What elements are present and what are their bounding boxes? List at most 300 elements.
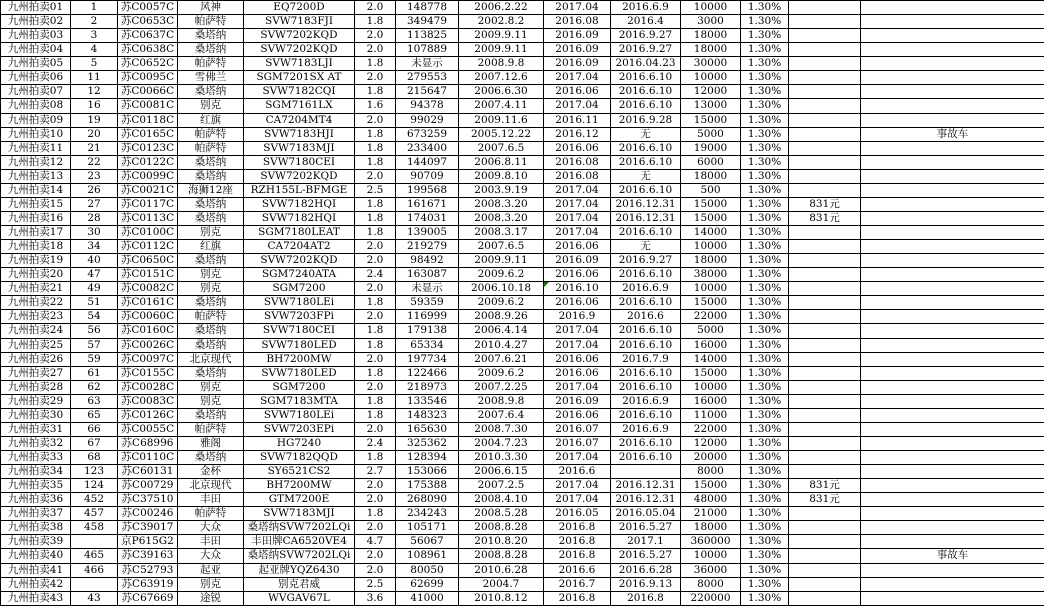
cell-registration-date[interactable]: 2010.3.30 bbox=[459, 451, 544, 465]
cell-note[interactable] bbox=[861, 535, 1044, 549]
cell-insurance-date[interactable]: 2016.6 bbox=[611, 310, 681, 324]
cell-brand[interactable]: 桑塔纳 bbox=[178, 169, 244, 183]
cell-insurance-date[interactable]: 2017.1 bbox=[611, 535, 681, 549]
cell-model[interactable]: EQ7200D bbox=[244, 1, 355, 15]
cell-insurance-date[interactable]: 2016.7.9 bbox=[611, 352, 681, 366]
cell-note[interactable]: 事故车 bbox=[861, 549, 1044, 563]
cell-fee[interactable] bbox=[789, 183, 861, 197]
cell-note[interactable] bbox=[861, 352, 1044, 366]
cell-registration-date[interactable]: 2002.8.2 bbox=[459, 15, 544, 29]
cell-rate[interactable]: 1.30% bbox=[741, 113, 789, 127]
cell-fee[interactable] bbox=[789, 99, 861, 113]
cell-plate-no[interactable]: 苏C0021C bbox=[118, 183, 178, 197]
cell-lot-no[interactable]: 4 bbox=[71, 43, 118, 57]
cell-mileage[interactable]: 65334 bbox=[396, 338, 459, 352]
cell-auction-label[interactable]: 九州拍卖02 bbox=[1, 15, 71, 29]
cell-plate-no[interactable]: 苏C0638C bbox=[118, 43, 178, 57]
cell-model[interactable]: SVW7180CEI bbox=[244, 155, 355, 169]
cell-fee[interactable] bbox=[789, 254, 861, 268]
cell-insurance-date[interactable]: 2016.9.13 bbox=[611, 577, 681, 591]
cell-lot-no[interactable]: 1 bbox=[71, 1, 118, 15]
cell-insurance-date[interactable]: 2016.6.10 bbox=[611, 408, 681, 422]
cell-brand[interactable]: 桑塔纳 bbox=[178, 296, 244, 310]
cell-auction-label[interactable]: 九州拍卖23 bbox=[1, 310, 71, 324]
cell-mileage[interactable]: 未显示 bbox=[396, 57, 459, 71]
cell-plate-no[interactable]: 苏C0652C bbox=[118, 57, 178, 71]
cell-rate[interactable]: 1.30% bbox=[741, 507, 789, 521]
cell-price[interactable]: 15000 bbox=[681, 296, 741, 310]
cell-model[interactable]: SVW7183LJI bbox=[244, 57, 355, 71]
cell-price[interactable]: 6000 bbox=[681, 155, 741, 169]
cell-engine-displacement[interactable]: 2.0 bbox=[355, 310, 396, 324]
cell-fee[interactable] bbox=[789, 436, 861, 450]
cell-plate-no[interactable]: 苏C0637C bbox=[118, 29, 178, 43]
cell-inspection-date[interactable]: 2017.04 bbox=[544, 479, 611, 493]
cell-brand[interactable]: 别克 bbox=[178, 577, 244, 591]
cell-mileage[interactable]: 268090 bbox=[396, 493, 459, 507]
cell-registration-date[interactable]: 2010.6.28 bbox=[459, 563, 544, 577]
cell-registration-date[interactable]: 2009.9.11 bbox=[459, 254, 544, 268]
cell-engine-displacement[interactable]: 2.4 bbox=[355, 268, 396, 282]
cell-inspection-date[interactable]: 2016.06 bbox=[544, 268, 611, 282]
cell-model[interactable]: SVW7202KQD bbox=[244, 254, 355, 268]
cell-plate-no[interactable]: 苏C0097C bbox=[118, 352, 178, 366]
cell-rate[interactable]: 1.30% bbox=[741, 436, 789, 450]
cell-auction-label[interactable]: 九州拍卖11 bbox=[1, 141, 71, 155]
cell-rate[interactable]: 1.30% bbox=[741, 29, 789, 43]
cell-model[interactable]: SVW7182CQI bbox=[244, 85, 355, 99]
cell-engine-displacement[interactable]: 3.6 bbox=[355, 591, 396, 605]
cell-insurance-date[interactable]: 2016.5.27 bbox=[611, 521, 681, 535]
cell-lot-no[interactable]: 26 bbox=[71, 183, 118, 197]
cell-auction-label[interactable]: 九州拍卖14 bbox=[1, 183, 71, 197]
cell-inspection-date[interactable]: 2017.04 bbox=[544, 380, 611, 394]
cell-fee[interactable] bbox=[789, 240, 861, 254]
cell-price[interactable]: 8000 bbox=[681, 465, 741, 479]
cell-inspection-date[interactable]: 2016.8 bbox=[544, 521, 611, 535]
cell-inspection-date[interactable]: 2016.7 bbox=[544, 577, 611, 591]
cell-price[interactable]: 5000 bbox=[681, 324, 741, 338]
cell-mileage[interactable]: 148323 bbox=[396, 408, 459, 422]
cell-engine-displacement[interactable]: 2.0 bbox=[355, 493, 396, 507]
cell-brand[interactable]: 丰田 bbox=[178, 535, 244, 549]
cell-registration-date[interactable]: 2006.6.15 bbox=[459, 465, 544, 479]
cell-rate[interactable]: 1.30% bbox=[741, 422, 789, 436]
cell-registration-date[interactable]: 2007.2.25 bbox=[459, 380, 544, 394]
cell-note[interactable] bbox=[861, 226, 1044, 240]
cell-engine-displacement[interactable]: 2.0 bbox=[355, 113, 396, 127]
cell-note[interactable] bbox=[861, 268, 1044, 282]
cell-inspection-date[interactable]: 2016.12 bbox=[544, 127, 611, 141]
cell-brand[interactable]: 海狮12座 bbox=[178, 183, 244, 197]
cell-price[interactable]: 12000 bbox=[681, 436, 741, 450]
cell-note[interactable] bbox=[861, 591, 1044, 605]
cell-auction-label[interactable]: 九州拍卖17 bbox=[1, 226, 71, 240]
cell-mileage[interactable]: 148778 bbox=[396, 1, 459, 15]
cell-inspection-date[interactable]: 2017.04 bbox=[544, 226, 611, 240]
cell-note[interactable] bbox=[861, 577, 1044, 591]
cell-plate-no[interactable]: 苏C68996 bbox=[118, 436, 178, 450]
cell-lot-no[interactable]: 63 bbox=[71, 394, 118, 408]
cell-lot-no[interactable]: 59 bbox=[71, 352, 118, 366]
cell-rate[interactable]: 1.30% bbox=[741, 338, 789, 352]
cell-price[interactable]: 10000 bbox=[681, 71, 741, 85]
cell-lot-no[interactable]: 66 bbox=[71, 422, 118, 436]
cell-auction-label[interactable]: 九州拍卖04 bbox=[1, 43, 71, 57]
cell-auction-label[interactable]: 九州拍卖10 bbox=[1, 127, 71, 141]
cell-registration-date[interactable]: 2008.3.20 bbox=[459, 211, 544, 225]
cell-fee[interactable] bbox=[789, 366, 861, 380]
cell-plate-no[interactable]: 京P615G2 bbox=[118, 535, 178, 549]
cell-auction-label[interactable]: 九州拍卖06 bbox=[1, 71, 71, 85]
cell-engine-displacement[interactable]: 2.0 bbox=[355, 521, 396, 535]
cell-auction-label[interactable]: 九州拍卖15 bbox=[1, 197, 71, 211]
cell-engine-displacement[interactable]: 1.8 bbox=[355, 127, 396, 141]
cell-model[interactable]: SGM7200 bbox=[244, 380, 355, 394]
cell-brand[interactable]: 桑塔纳 bbox=[178, 43, 244, 57]
cell-note[interactable] bbox=[861, 338, 1044, 352]
cell-engine-displacement[interactable]: 1.8 bbox=[355, 197, 396, 211]
cell-note[interactable] bbox=[861, 422, 1044, 436]
cell-inspection-date[interactable]: 2016.9 bbox=[544, 310, 611, 324]
cell-inspection-date[interactable]: 2017.04 bbox=[544, 183, 611, 197]
cell-lot-no[interactable]: 466 bbox=[71, 563, 118, 577]
cell-fee[interactable] bbox=[789, 310, 861, 324]
cell-insurance-date[interactable]: 无 bbox=[611, 169, 681, 183]
cell-brand[interactable]: 别克 bbox=[178, 380, 244, 394]
cell-note[interactable] bbox=[861, 57, 1044, 71]
cell-plate-no[interactable]: 苏C0160C bbox=[118, 324, 178, 338]
cell-plate-no[interactable]: 苏C67669 bbox=[118, 591, 178, 605]
cell-note[interactable] bbox=[861, 155, 1044, 169]
cell-brand[interactable]: 北京现代 bbox=[178, 352, 244, 366]
cell-price[interactable]: 10000 bbox=[681, 282, 741, 296]
cell-registration-date[interactable]: 2007.4.11 bbox=[459, 99, 544, 113]
cell-registration-date[interactable]: 2008.8.28 bbox=[459, 521, 544, 535]
cell-inspection-date[interactable]: 2016.09 bbox=[544, 254, 611, 268]
cell-price[interactable]: 13000 bbox=[681, 99, 741, 113]
cell-mileage[interactable]: 98492 bbox=[396, 254, 459, 268]
cell-registration-date[interactable]: 2006.10.18 bbox=[459, 282, 544, 296]
cell-plate-no[interactable]: 苏C0653C bbox=[118, 15, 178, 29]
cell-auction-label[interactable]: 九州拍卖22 bbox=[1, 296, 71, 310]
cell-note[interactable] bbox=[861, 183, 1044, 197]
cell-engine-displacement[interactable]: 1.8 bbox=[355, 324, 396, 338]
cell-registration-date[interactable]: 2009.9.11 bbox=[459, 43, 544, 57]
cell-mileage[interactable]: 165630 bbox=[396, 422, 459, 436]
cell-model[interactable]: SVW7203EPi bbox=[244, 422, 355, 436]
cell-lot-no[interactable]: 43 bbox=[71, 591, 118, 605]
cell-inspection-date[interactable]: 2016.05 bbox=[544, 507, 611, 521]
cell-model[interactable]: SVW7180LEi bbox=[244, 408, 355, 422]
cell-brand[interactable]: 桑塔纳 bbox=[178, 197, 244, 211]
cell-inspection-date[interactable]: 2017.04 bbox=[544, 493, 611, 507]
cell-auction-label[interactable]: 九州拍卖33 bbox=[1, 451, 71, 465]
cell-plate-no[interactable]: 苏C0112C bbox=[118, 240, 178, 254]
cell-mileage[interactable]: 174031 bbox=[396, 211, 459, 225]
cell-auction-label[interactable]: 九州拍卖27 bbox=[1, 366, 71, 380]
cell-fee[interactable]: 831元 bbox=[789, 211, 861, 225]
cell-fee[interactable] bbox=[789, 451, 861, 465]
cell-price[interactable]: 30000 bbox=[681, 57, 741, 71]
cell-engine-displacement[interactable]: 2.0 bbox=[355, 380, 396, 394]
cell-fee[interactable] bbox=[789, 71, 861, 85]
cell-insurance-date[interactable]: 2016.6.10 bbox=[611, 338, 681, 352]
cell-model[interactable]: SVW7183FJI bbox=[244, 15, 355, 29]
cell-mileage[interactable]: 80050 bbox=[396, 563, 459, 577]
cell-registration-date[interactable]: 2004.7.23 bbox=[459, 436, 544, 450]
cell-engine-displacement[interactable]: 1.8 bbox=[355, 57, 396, 71]
cell-inspection-date[interactable]: 2016.07 bbox=[544, 422, 611, 436]
cell-model[interactable]: SVW7183MJI bbox=[244, 141, 355, 155]
cell-mileage[interactable]: 673259 bbox=[396, 127, 459, 141]
cell-rate[interactable]: 1.30% bbox=[741, 15, 789, 29]
cell-fee[interactable] bbox=[789, 563, 861, 577]
cell-registration-date[interactable]: 2008.9.8 bbox=[459, 57, 544, 71]
cell-rate[interactable]: 1.30% bbox=[741, 563, 789, 577]
cell-insurance-date[interactable]: 2016.6.10 bbox=[611, 380, 681, 394]
cell-model[interactable]: 丰田牌CA6520VE4 bbox=[244, 535, 355, 549]
cell-inspection-date[interactable]: 2016.09 bbox=[544, 394, 611, 408]
cell-fee[interactable]: 831元 bbox=[789, 479, 861, 493]
cell-mileage[interactable]: 41000 bbox=[396, 591, 459, 605]
cell-price[interactable]: 15000 bbox=[681, 211, 741, 225]
cell-lot-no[interactable]: 11 bbox=[71, 71, 118, 85]
cell-note[interactable] bbox=[861, 380, 1044, 394]
cell-note[interactable] bbox=[861, 493, 1044, 507]
cell-plate-no[interactable]: 苏C0110C bbox=[118, 451, 178, 465]
cell-brand[interactable]: 别克 bbox=[178, 268, 244, 282]
cell-registration-date[interactable]: 2009.11.6 bbox=[459, 113, 544, 127]
cell-registration-date[interactable]: 2007.2.5 bbox=[459, 479, 544, 493]
cell-mileage[interactable]: 133546 bbox=[396, 394, 459, 408]
cell-engine-displacement[interactable]: 2.0 bbox=[355, 1, 396, 15]
cell-insurance-date[interactable]: 2016.6.10 bbox=[611, 71, 681, 85]
cell-engine-displacement[interactable]: 1.8 bbox=[355, 507, 396, 521]
cell-registration-date[interactable]: 2009.6.2 bbox=[459, 296, 544, 310]
cell-engine-displacement[interactable]: 2.4 bbox=[355, 436, 396, 450]
cell-engine-displacement[interactable]: 2.0 bbox=[355, 240, 396, 254]
cell-plate-no[interactable]: 苏C0118C bbox=[118, 113, 178, 127]
cell-fee[interactable] bbox=[789, 155, 861, 169]
cell-insurance-date[interactable]: 2016.05.04 bbox=[611, 507, 681, 521]
cell-fee[interactable] bbox=[789, 1, 861, 15]
cell-auction-label[interactable]: 九州拍卖07 bbox=[1, 85, 71, 99]
cell-mileage[interactable]: 139005 bbox=[396, 226, 459, 240]
cell-insurance-date[interactable]: 2016.6.9 bbox=[611, 422, 681, 436]
cell-fee[interactable] bbox=[789, 127, 861, 141]
cell-registration-date[interactable]: 2008.9.8 bbox=[459, 394, 544, 408]
cell-engine-displacement[interactable]: 2.0 bbox=[355, 71, 396, 85]
cell-plate-no[interactable]: 苏C0161C bbox=[118, 296, 178, 310]
cell-model[interactable]: SVW7180LEi bbox=[244, 296, 355, 310]
cell-model[interactable]: SVW7202KQD bbox=[244, 43, 355, 57]
cell-price[interactable]: 20000 bbox=[681, 451, 741, 465]
cell-lot-no[interactable]: 5 bbox=[71, 57, 118, 71]
cell-price[interactable]: 3000 bbox=[681, 15, 741, 29]
cell-lot-no[interactable]: 452 bbox=[71, 493, 118, 507]
cell-auction-label[interactable]: 九州拍卖19 bbox=[1, 254, 71, 268]
cell-auction-label[interactable]: 九州拍卖35 bbox=[1, 479, 71, 493]
cell-inspection-date[interactable]: 2016.08 bbox=[544, 15, 611, 29]
cell-note[interactable] bbox=[861, 408, 1044, 422]
cell-model[interactable]: SVW7183HJI bbox=[244, 127, 355, 141]
cell-price[interactable]: 11000 bbox=[681, 408, 741, 422]
cell-rate[interactable]: 1.30% bbox=[741, 465, 789, 479]
cell-plate-no[interactable]: 苏C52793 bbox=[118, 563, 178, 577]
cell-registration-date[interactable]: 2005.12.22 bbox=[459, 127, 544, 141]
cell-note[interactable] bbox=[861, 436, 1044, 450]
cell-price[interactable]: 10000 bbox=[681, 240, 741, 254]
cell-engine-displacement[interactable]: 2.0 bbox=[355, 563, 396, 577]
cell-rate[interactable]: 1.30% bbox=[741, 451, 789, 465]
cell-inspection-date[interactable]: 2016.8 bbox=[544, 591, 611, 605]
cell-model[interactable]: SGM7200 bbox=[244, 282, 355, 296]
cell-price[interactable]: 14000 bbox=[681, 226, 741, 240]
cell-note[interactable] bbox=[861, 310, 1044, 324]
cell-fee[interactable] bbox=[789, 29, 861, 43]
cell-brand[interactable]: 别克 bbox=[178, 394, 244, 408]
cell-note[interactable] bbox=[861, 169, 1044, 183]
cell-auction-label[interactable]: 九州拍卖28 bbox=[1, 380, 71, 394]
cell-registration-date[interactable]: 2009.9.11 bbox=[459, 29, 544, 43]
cell-insurance-date[interactable]: 2016.6.10 bbox=[611, 366, 681, 380]
cell-lot-no[interactable]: 12 bbox=[71, 85, 118, 99]
cell-model[interactable]: RZH155L-BFMGE bbox=[244, 183, 355, 197]
cell-note[interactable] bbox=[861, 240, 1044, 254]
cell-engine-displacement[interactable]: 1.8 bbox=[355, 211, 396, 225]
cell-mileage[interactable]: 128394 bbox=[396, 451, 459, 465]
cell-mileage[interactable]: 163087 bbox=[396, 268, 459, 282]
cell-engine-displacement[interactable]: 1.8 bbox=[355, 338, 396, 352]
cell-rate[interactable]: 1.30% bbox=[741, 155, 789, 169]
cell-engine-displacement[interactable]: 1.8 bbox=[355, 366, 396, 380]
cell-rate[interactable]: 1.30% bbox=[741, 352, 789, 366]
cell-registration-date[interactable]: 2006.8.11 bbox=[459, 155, 544, 169]
cell-rate[interactable]: 1.30% bbox=[741, 43, 789, 57]
cell-price[interactable]: 18000 bbox=[681, 169, 741, 183]
cell-lot-no[interactable]: 54 bbox=[71, 310, 118, 324]
cell-price[interactable]: 5000 bbox=[681, 127, 741, 141]
cell-fee[interactable] bbox=[789, 577, 861, 591]
cell-note[interactable] bbox=[861, 141, 1044, 155]
cell-rate[interactable]: 1.30% bbox=[741, 479, 789, 493]
cell-brand[interactable]: 桑塔纳 bbox=[178, 338, 244, 352]
cell-engine-displacement[interactable]: 1.8 bbox=[355, 451, 396, 465]
cell-fee[interactable] bbox=[789, 282, 861, 296]
cell-registration-date[interactable]: 2007.6.4 bbox=[459, 408, 544, 422]
cell-note[interactable] bbox=[861, 113, 1044, 127]
cell-rate[interactable]: 1.30% bbox=[741, 282, 789, 296]
cell-model[interactable]: BH7200MW bbox=[244, 352, 355, 366]
cell-plate-no[interactable]: 苏C0165C bbox=[118, 127, 178, 141]
cell-fee[interactable] bbox=[789, 226, 861, 240]
cell-registration-date[interactable]: 2008.3.20 bbox=[459, 197, 544, 211]
cell-plate-no[interactable]: 苏C39017 bbox=[118, 521, 178, 535]
cell-inspection-date[interactable]: 2016.8 bbox=[544, 535, 611, 549]
cell-price[interactable]: 220000 bbox=[681, 591, 741, 605]
cell-mileage[interactable]: 113825 bbox=[396, 29, 459, 43]
cell-auction-label[interactable]: 九州拍卖01 bbox=[1, 1, 71, 15]
cell-registration-date[interactable]: 2006.2.22 bbox=[459, 1, 544, 15]
cell-price[interactable]: 18000 bbox=[681, 254, 741, 268]
cell-note[interactable] bbox=[861, 324, 1044, 338]
cell-note[interactable] bbox=[861, 85, 1044, 99]
cell-brand[interactable]: 帕萨特 bbox=[178, 15, 244, 29]
cell-brand[interactable]: 红旗 bbox=[178, 113, 244, 127]
cell-note[interactable] bbox=[861, 366, 1044, 380]
cell-mileage[interactable]: 62699 bbox=[396, 577, 459, 591]
cell-registration-date[interactable]: 2006.6.30 bbox=[459, 85, 544, 99]
cell-brand[interactable]: 桑塔纳 bbox=[178, 408, 244, 422]
cell-plate-no[interactable]: 苏C0057C bbox=[118, 1, 178, 15]
cell-fee[interactable] bbox=[789, 43, 861, 57]
cell-note[interactable] bbox=[861, 507, 1044, 521]
cell-note[interactable] bbox=[861, 15, 1044, 29]
cell-plate-no[interactable]: 苏C0028C bbox=[118, 380, 178, 394]
cell-plate-no[interactable]: 苏C0126C bbox=[118, 408, 178, 422]
cell-mileage[interactable]: 161671 bbox=[396, 197, 459, 211]
cell-rate[interactable]: 1.30% bbox=[741, 366, 789, 380]
cell-inspection-date[interactable]: 2016.06 bbox=[544, 296, 611, 310]
cell-insurance-date[interactable]: 2016.8 bbox=[611, 591, 681, 605]
cell-brand[interactable]: 桑塔纳 bbox=[178, 366, 244, 380]
cell-mileage[interactable]: 349479 bbox=[396, 15, 459, 29]
cell-rate[interactable]: 1.30% bbox=[741, 380, 789, 394]
cell-plate-no[interactable]: 苏C60131 bbox=[118, 465, 178, 479]
cell-note[interactable] bbox=[861, 296, 1044, 310]
cell-inspection-date[interactable]: 2016.06 bbox=[544, 352, 611, 366]
cell-registration-date[interactable]: 2008.8.28 bbox=[459, 549, 544, 563]
cell-brand[interactable]: 雅阁 bbox=[178, 436, 244, 450]
cell-mileage[interactable]: 90709 bbox=[396, 169, 459, 183]
cell-inspection-date[interactable]: 2016.06 bbox=[544, 141, 611, 155]
cell-fee[interactable] bbox=[789, 15, 861, 29]
cell-insurance-date[interactable]: 2016.12.31 bbox=[611, 197, 681, 211]
cell-engine-displacement[interactable]: 2.5 bbox=[355, 183, 396, 197]
cell-note[interactable] bbox=[861, 394, 1044, 408]
cell-model[interactable]: SGM7201SX AT bbox=[244, 71, 355, 85]
cell-price[interactable]: 48000 bbox=[681, 493, 741, 507]
cell-brand[interactable]: 桑塔纳 bbox=[178, 451, 244, 465]
cell-model[interactable]: SGM7183MTA bbox=[244, 394, 355, 408]
cell-fee[interactable] bbox=[789, 521, 861, 535]
cell-rate[interactable]: 1.30% bbox=[741, 324, 789, 338]
cell-brand[interactable]: 桑塔纳 bbox=[178, 29, 244, 43]
cell-rate[interactable]: 1.30% bbox=[741, 549, 789, 563]
cell-plate-no[interactable]: 苏C37510 bbox=[118, 493, 178, 507]
cell-brand[interactable]: 帕萨特 bbox=[178, 141, 244, 155]
cell-price[interactable]: 15000 bbox=[681, 113, 741, 127]
cell-insurance-date[interactable]: 2016.6.10 bbox=[611, 268, 681, 282]
cell-brand[interactable]: 别克 bbox=[178, 226, 244, 240]
cell-rate[interactable]: 1.30% bbox=[741, 226, 789, 240]
cell-note[interactable] bbox=[861, 282, 1044, 296]
cell-price[interactable]: 15000 bbox=[681, 479, 741, 493]
cell-inspection-date[interactable]: 2016.08 bbox=[544, 169, 611, 183]
cell-registration-date[interactable]: 2008.4.10 bbox=[459, 493, 544, 507]
cell-rate[interactable]: 1.30% bbox=[741, 141, 789, 155]
cell-price[interactable]: 10000 bbox=[681, 549, 741, 563]
cell-lot-no[interactable]: 19 bbox=[71, 113, 118, 127]
cell-insurance-date[interactable]: 无 bbox=[611, 240, 681, 254]
cell-fee[interactable] bbox=[789, 380, 861, 394]
cell-engine-displacement[interactable]: 1.8 bbox=[355, 296, 396, 310]
cell-fee[interactable] bbox=[789, 394, 861, 408]
cell-note[interactable] bbox=[861, 197, 1044, 211]
cell-model[interactable]: SVW7182HQI bbox=[244, 211, 355, 225]
cell-brand[interactable]: 北京现代 bbox=[178, 479, 244, 493]
